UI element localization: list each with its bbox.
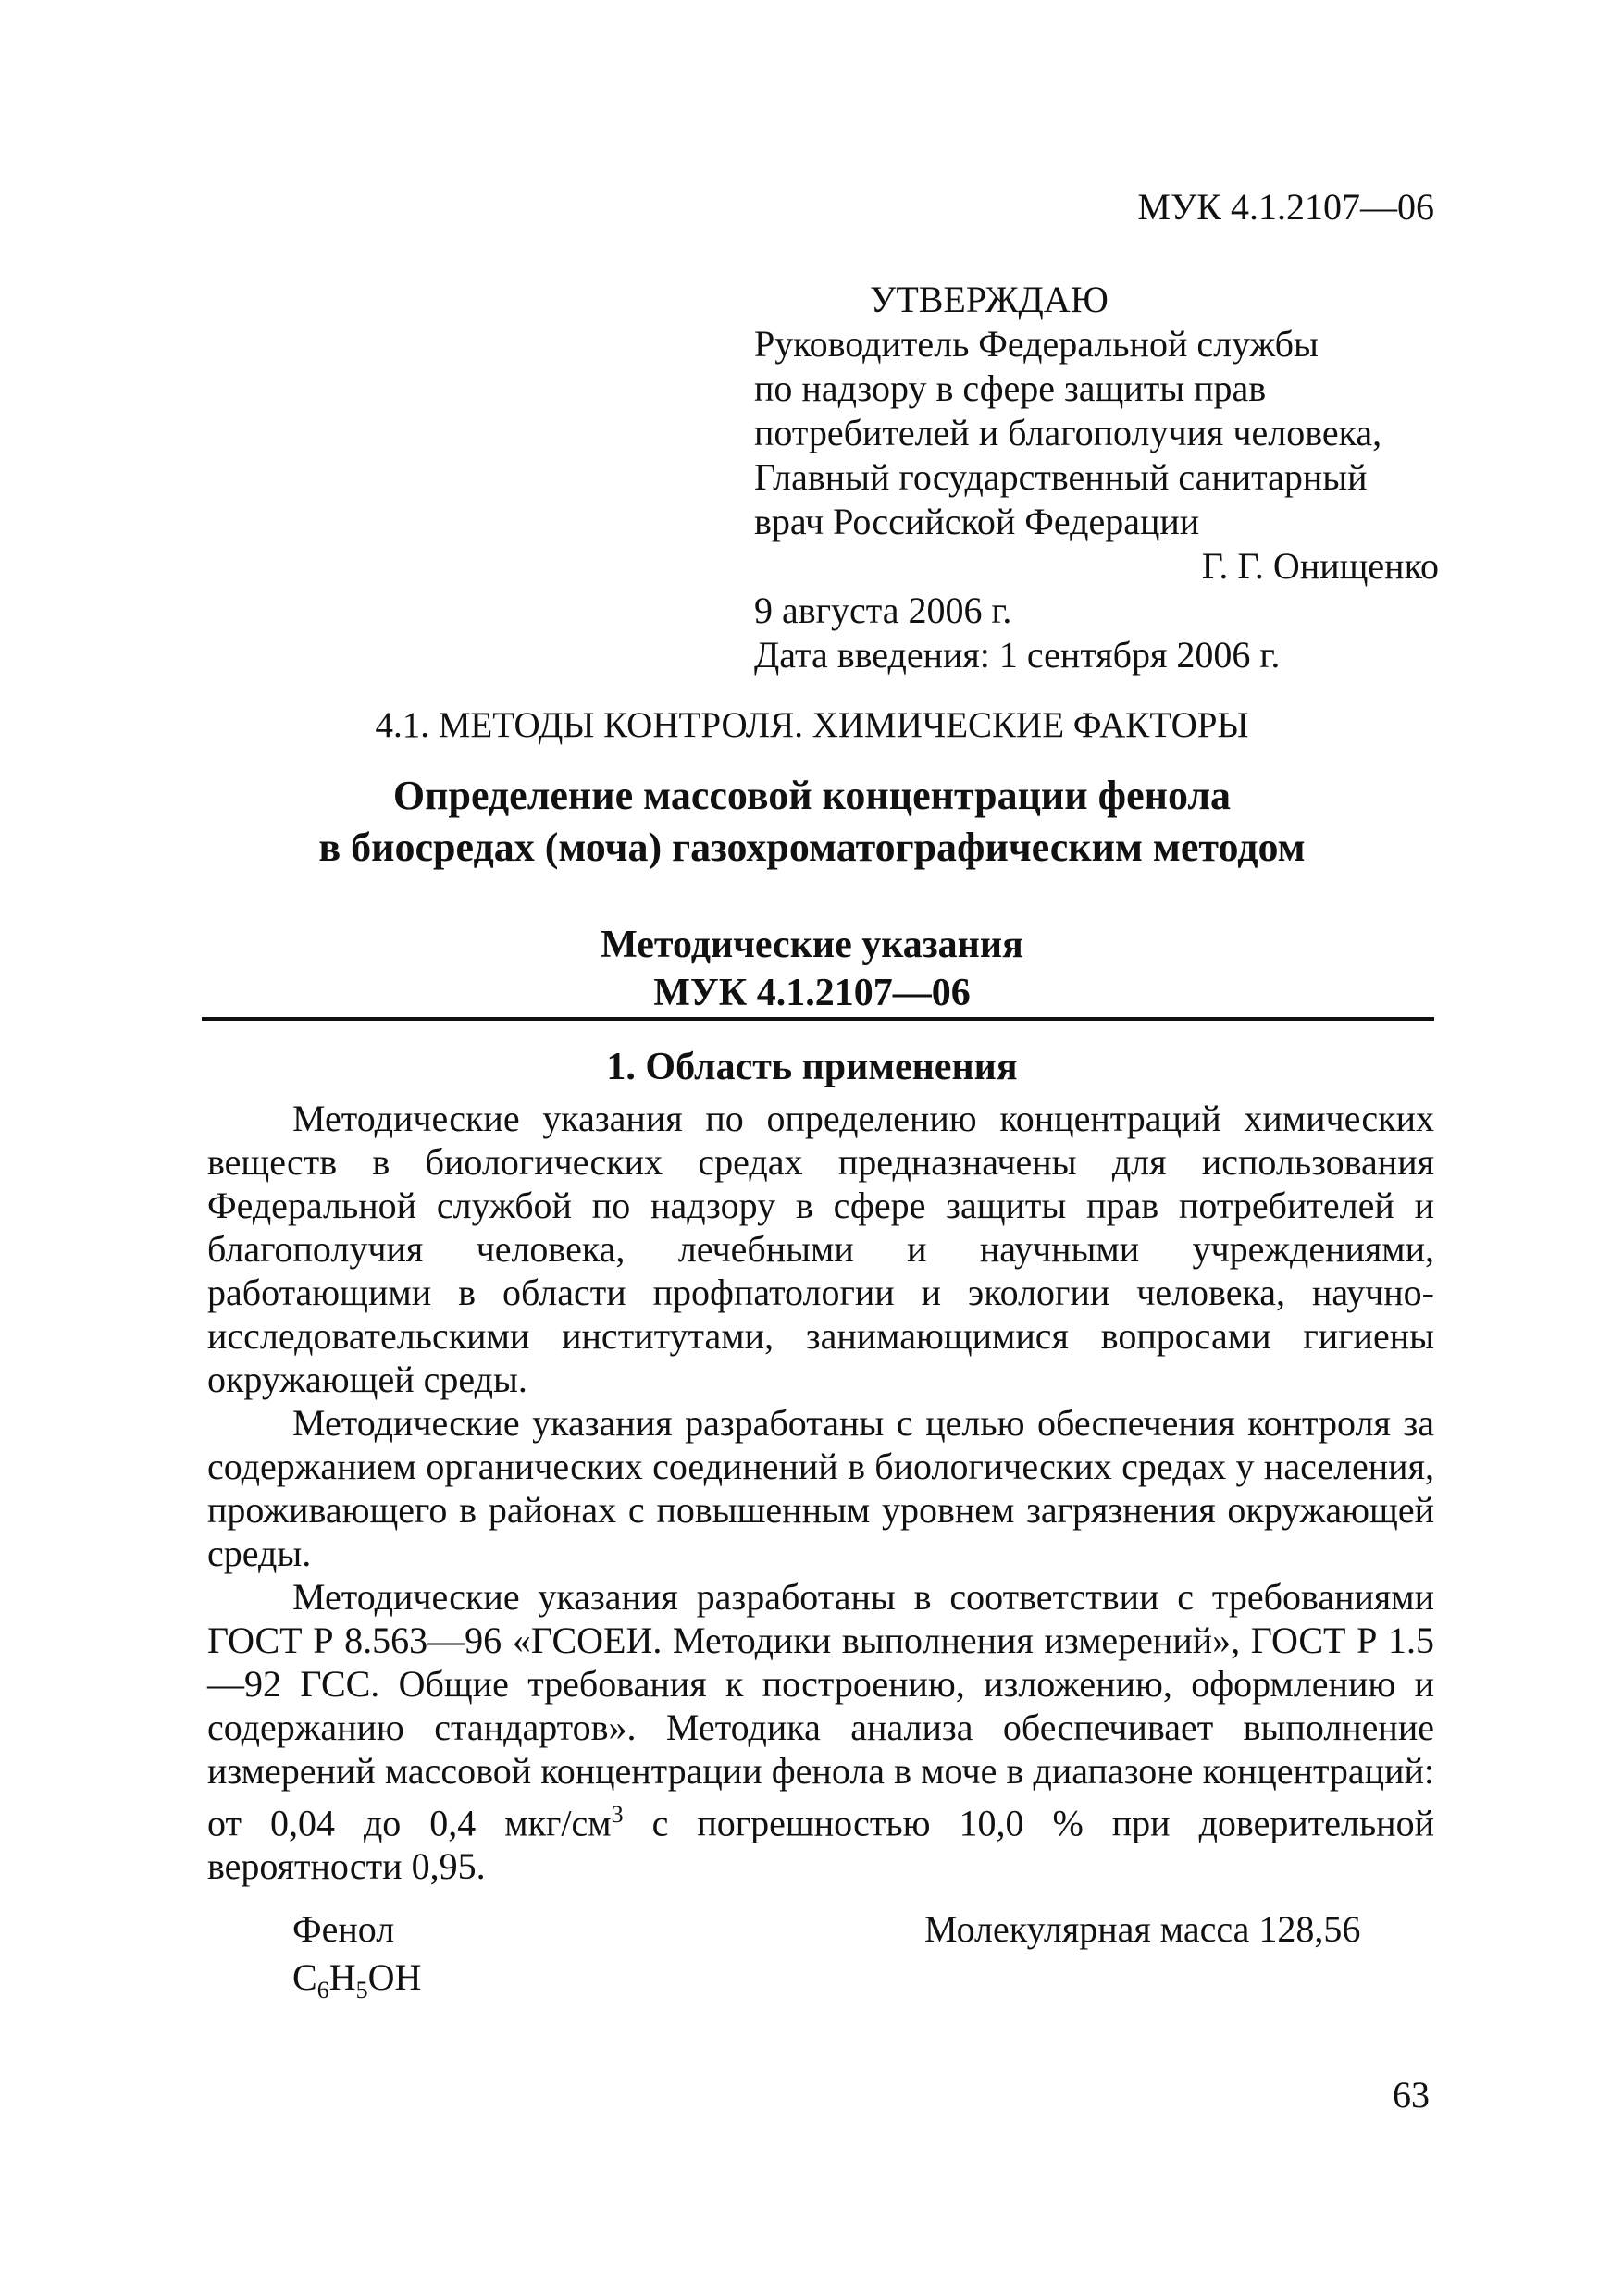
formula-symbol: C [292, 1956, 317, 1998]
approval-line: потребителей и благополучия человека, [754, 412, 1382, 453]
title-line-1: Определение массовой концентрации фенола [392, 773, 1232, 818]
page-number: 63 [1393, 2074, 1430, 2116]
paragraph [207, 1575, 1434, 1888]
document-code: МУК 4.1.2107—06 [1137, 186, 1434, 228]
signatory-name: Г. Г. Онищенко [1201, 545, 1439, 587]
approval-line: по надзору в сфере защиты прав [754, 367, 1267, 409]
paragraph: Методические указания разработаны с целью обеспечения контроля за содержанием органических соединений в биологических средах у населения, проживающего в районах с повышенным уровнем загрязнения окружающей среды. [207, 1402, 1434, 1574]
paragraph-text: с погрешностью 10,0 % при доверительной вероятности 0,95. [207, 1802, 1434, 1888]
chemical-formula [292, 1955, 421, 2014]
paragraph-text: Методические указания разработаны в соответствии с требованиями ГОСТ Р 8.563—96 «ГСОЕИ. Методики выполнения измерений», ГОСТ Р 1.5—92 ГСС. Общие требования к построению, изложению, оформлению и содержанию стандартов». Методика анализа обеспечивает выполнение измерений массовой концентрации фенола в моче в диапазоне концентраций: от 0,04 до 0,4 мкг/см [207, 1576, 1434, 1844]
paragraph: Методические указания по определению концентраций химических веществ в биологических средах предназначены для использования Федеральной службой по надзору в сфере защиты прав потребителей и благополучия человека, лечебными и научными учреждениями, работающими в области профпатологии и экологии человека, научно-исследовательскими институтами, занимающимися вопросами гигиены окружающей среды. [207, 1098, 1434, 1400]
title-line-2: в биосредах (моча) газохроматографическим методом [318, 825, 1306, 870]
effective-date: Дата введения: 1 сентября 2006 г. [754, 634, 1281, 676]
approval-date: 9 августа 2006 г. [754, 590, 1012, 631]
approval-title: УТВЕРЖДАЮ [870, 279, 1109, 320]
section-1-body [207, 1097, 1434, 1888]
approval-line: Главный государственный санитарный [754, 456, 1368, 498]
superscript: 3 [611, 1801, 624, 1828]
horizontal-divider [202, 1017, 1434, 1021]
document-type [199, 921, 1425, 1017]
molecular-mass: Молекулярная масса 128,56 [924, 1908, 1361, 1950]
formula-subscript: 5 [355, 1977, 368, 2004]
approval-line: врач Российской Федерации [754, 501, 1200, 542]
formula-symbol: OH [367, 1956, 422, 1998]
formula-subscript: 6 [316, 1977, 329, 2004]
section-heading: 4.1. МЕТОДЫ КОНТРОЛЯ. ХИМИЧЕСКИЕ ФАКТОРЫ [375, 705, 1249, 745]
section-1-title: 1. Область применения [606, 1046, 1018, 1088]
doc-type-code: МУК 4.1.2107—06 [653, 972, 971, 1014]
doc-type-label: Методические указания [601, 924, 1023, 966]
formula-symbol: H [328, 1956, 356, 1998]
approval-line: Руководитель Федеральной службы [754, 323, 1319, 365]
approval-block [754, 278, 1439, 677]
document-title [199, 770, 1425, 874]
compound-name: Фенол [292, 1908, 395, 1950]
